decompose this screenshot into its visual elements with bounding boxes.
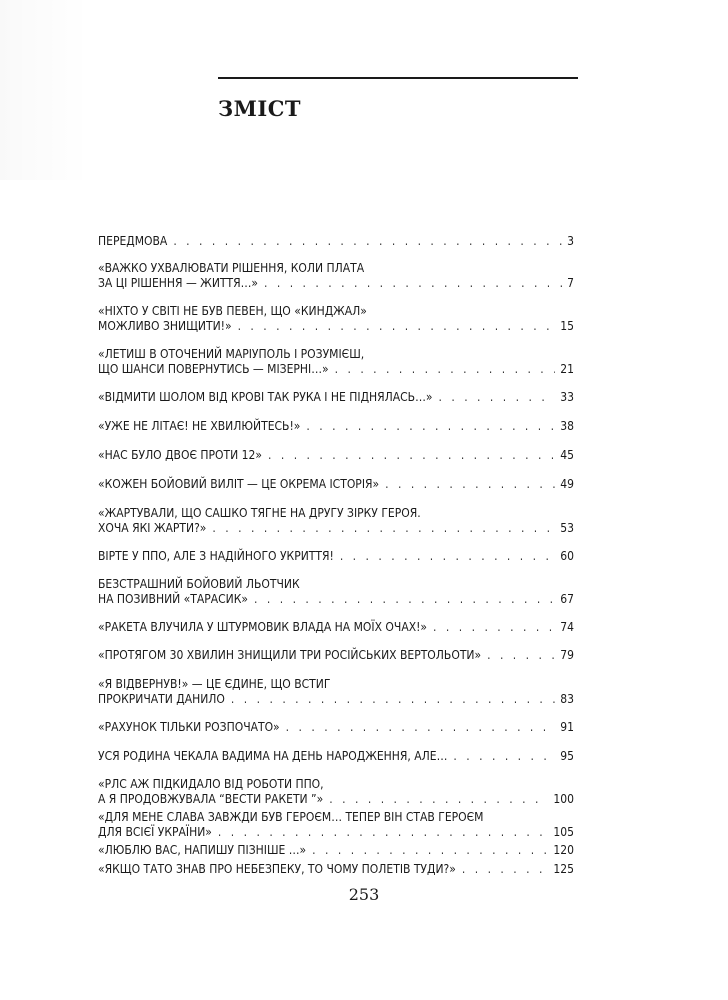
- toc-entry[interactable]: [98, 261, 574, 291]
- toc-entry[interactable]: [98, 620, 574, 635]
- dot-leader: [231, 692, 555, 707]
- dot-leader: [329, 792, 548, 807]
- toc-entry-title-line: ПРОКРИЧАТИ ДАНИЛО: [98, 692, 225, 706]
- toc-entry-title-line: «ЖАРТУВАЛИ, ЩО САШКО ТЯГНЕ НА ДРУГУ ЗІРКУ ГЕРОЯ.: [98, 506, 421, 520]
- toc-entry-title-line: «Я ВІДВЕРНУВ!» — ЦЕ ЄДИНЕ, ЩО ВСТИГ: [98, 677, 331, 691]
- toc-entry-title-line: «ВАЖКО УХВАЛЮВАТИ РІШЕННЯ, КОЛИ ПЛАТА: [98, 261, 365, 275]
- toc-entry-title-line: УСЯ РОДИНА ЧЕКАЛА ВАДИМА НА ДЕНЬ НАРОДЖЕННЯ, АЛЕ…: [98, 749, 448, 763]
- toc-entry-page: 74: [560, 620, 574, 634]
- toc-entry[interactable]: [98, 347, 574, 377]
- dot-leader: [385, 477, 555, 492]
- page-edge-shadow: [0, 0, 90, 180]
- toc-entry-page: 7: [567, 276, 574, 290]
- toc-entry-title-line: ЩО ШАНСИ ПОВЕРНУТИСЬ — МІЗЕРНІ…»: [98, 362, 329, 376]
- toc-entry-page: 105: [553, 825, 574, 839]
- dot-leader: [340, 549, 555, 564]
- toc-entry-title-line: «РЛС АЖ ПІДКИДАЛО ВІД РОБОТИ ППО,: [98, 777, 324, 791]
- toc-entry-page: 45: [560, 448, 574, 462]
- toc-entry-page: 53: [560, 521, 574, 535]
- toc-entry[interactable]: [98, 506, 574, 536]
- table-of-contents: [98, 234, 574, 877]
- toc-entry-title-line: «ЛЮБЛЮ ВАС, НАПИШУ ПІЗНІШЕ …»: [98, 843, 307, 857]
- toc-entry-page: 15: [560, 319, 574, 333]
- toc-entry-title-line: ЗА ЦІ РІШЕННЯ — ЖИТТЯ…»: [98, 276, 258, 290]
- toc-entry-title-line: «НІХТО У СВІТІ НЕ БУВ ПЕВЕН, ЩО «КИНДЖАЛ»: [98, 304, 367, 318]
- toc-entry-title-line: «ПРОТЯГОМ 30 ХВИЛИН ЗНИЩИЛИ ТРИ РОСІЙСЬКИХ ВЕРТОЛЬОТИ»: [98, 648, 482, 662]
- toc-entry-title-line: «УЖЕ НЕ ЛІТАЄ! НЕ ХВИЛЮЙТЕСЬ!»: [98, 419, 301, 433]
- toc-entry-title-line: «РАКЕТА ВЛУЧИЛА У ШТУРМОВИК ВЛАДА НА МОЇХ ОЧАХ!»: [98, 620, 428, 634]
- dot-leader: [268, 448, 555, 463]
- dot-leader: [487, 648, 555, 663]
- dot-leader: [212, 521, 555, 536]
- dot-leader: [286, 720, 556, 735]
- toc-entry[interactable]: [98, 749, 574, 764]
- toc-entry[interactable]: [98, 648, 574, 663]
- dot-leader: [335, 362, 556, 377]
- dot-leader: [306, 419, 555, 434]
- toc-entry-page: 49: [560, 477, 574, 491]
- toc-entry-title-line: «КОЖЕН БОЙОВИЙ ВИЛІТ — ЦЕ ОКРЕМА ІСТОРІЯ»: [98, 477, 380, 491]
- dot-leader: [254, 592, 555, 607]
- dot-leader: [264, 276, 562, 291]
- dot-leader: [462, 862, 549, 877]
- toc-entry-title-line: «ЯКЩО ТАТО ЗНАВ ПРО НЕБЕЗПЕКУ, ТО ЧОМУ ПОЛЕТІВ ТУДИ?»: [98, 862, 456, 876]
- toc-entry-title-line: ДЛЯ ВСІЄЇ УКРАЇНИ»: [98, 825, 212, 839]
- toc-entry-title-line: ПЕРЕДМОВА: [98, 234, 168, 248]
- dot-leader: [238, 319, 556, 334]
- toc-entry-title-line: «ЛЕТИШ В ОТОЧЕНИЙ МАРІУПОЛЬ І РОЗУМІЄШ,: [98, 347, 365, 361]
- toc-entry-title-line: МОЖЛИВО ЗНИЩИТИ!»: [98, 319, 232, 333]
- dot-leader: [438, 390, 555, 405]
- toc-entry[interactable]: [98, 777, 574, 807]
- toc-entry[interactable]: [98, 810, 574, 840]
- page-title: ЗМІСТ: [218, 96, 302, 121]
- toc-entry-page: 83: [560, 692, 574, 706]
- toc-entry[interactable]: [98, 304, 574, 334]
- dot-leader: [173, 234, 562, 249]
- toc-entry[interactable]: [98, 677, 574, 707]
- dot-leader: [312, 843, 548, 858]
- toc-entry-title-line: ХОЧА ЯКІ ЖАРТИ?»: [98, 521, 207, 535]
- toc-entry[interactable]: [98, 448, 574, 463]
- toc-entry-title-line: А Я ПРОДОВЖУВАЛА “ВЕСТИ РАКЕТИ ”»: [98, 792, 324, 806]
- dot-leader: [433, 620, 555, 635]
- toc-entry[interactable]: [98, 419, 574, 434]
- toc-entry[interactable]: [98, 234, 574, 249]
- toc-entry[interactable]: [98, 549, 574, 564]
- toc-entry-page: 67: [560, 592, 574, 606]
- toc-entry[interactable]: [98, 477, 574, 492]
- toc-entry-title-line: ВІРТЕ У ППО, АЛЕ З НАДІЙНОГО УКРИТТЯ!: [98, 549, 334, 563]
- dot-leader: [218, 825, 549, 840]
- toc-entry-page: 91: [560, 720, 574, 734]
- page-number: 253: [348, 885, 380, 904]
- toc-entry-title-line: «ДЛЯ МЕНЕ СЛАВА ЗАВЖДИ БУВ ГЕРОЄМ… ТЕПЕР ВІН СТАВ ГЕРОЄМ: [98, 810, 484, 824]
- heading-rule: [218, 77, 578, 79]
- toc-entry-title-line: «ВІДМИТИ ШОЛОМ ВІД КРОВІ ТАК РУКА І НЕ ПІДНЯЛАСЬ…»: [98, 390, 433, 404]
- toc-entry-title-line: БЕЗСТРАШНИЙ БОЙОВИЙ ЛЬОТЧИК: [98, 577, 300, 591]
- toc-entry-page: 100: [553, 792, 574, 806]
- toc-entry[interactable]: [98, 862, 574, 877]
- toc-entry-title-line: «РАХУНОК ТІЛЬКИ РОЗПОЧАТО»: [98, 720, 280, 734]
- toc-entry[interactable]: [98, 720, 574, 735]
- toc-entry-page: 3: [567, 234, 574, 248]
- toc-entry-page: 21: [560, 362, 574, 376]
- toc-entry[interactable]: [98, 843, 574, 858]
- toc-entry[interactable]: [98, 577, 574, 607]
- toc-entry-page: 95: [560, 749, 574, 763]
- toc-entry-page: 60: [560, 549, 574, 563]
- toc-entry-page: 120: [553, 843, 574, 857]
- toc-entry-title-line: «НАС БУЛО ДВОЄ ПРОТИ 12»: [98, 448, 262, 462]
- toc-entry-page: 125: [553, 862, 574, 876]
- toc-entry[interactable]: [98, 390, 574, 405]
- toc-entry-page: 79: [560, 648, 574, 662]
- toc-entry-title-line: НА ПОЗИВНИЙ «ТАРАСИК»: [98, 592, 248, 606]
- dot-leader: [453, 749, 555, 764]
- toc-entry-page: 33: [560, 390, 574, 404]
- toc-entry-page: 38: [560, 419, 574, 433]
